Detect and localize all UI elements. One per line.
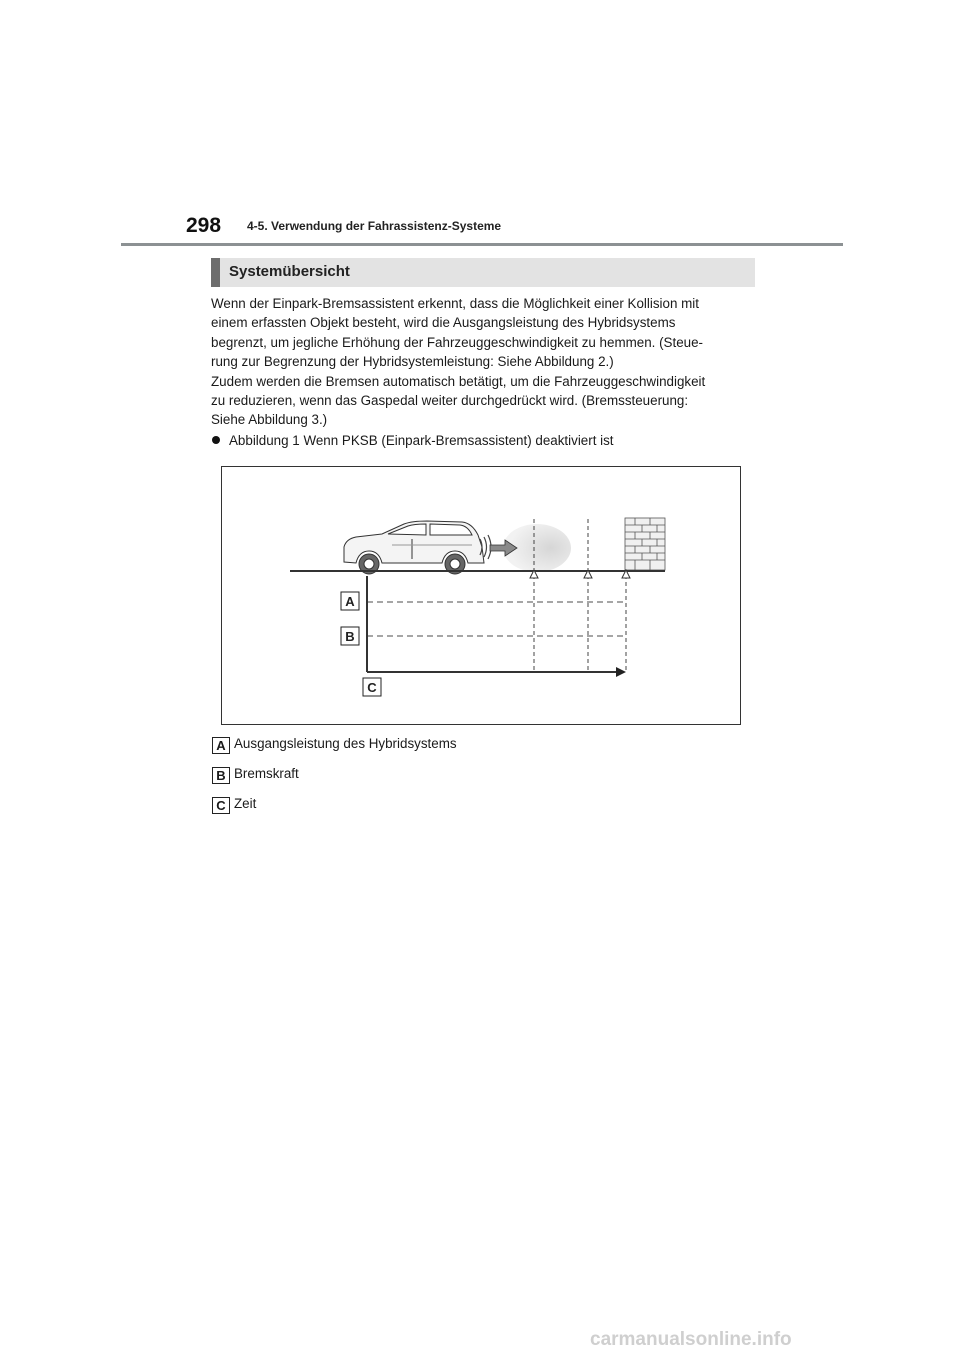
legend-item-c: [212, 796, 256, 814]
page-number: 298: [186, 214, 222, 237]
body-line: einem erfassten Objekt besteht, wird die Ausgangsleistung des Hybridsystems: [211, 315, 676, 331]
section-heading: [211, 258, 755, 287]
legend-item-b: [212, 766, 299, 784]
label-b: B: [345, 629, 355, 644]
body-line: Zudem werden die Bremsen automatisch betätigt, um die Fahrzeuggeschwindigkeit: [211, 373, 706, 389]
brick-wall-icon: [625, 518, 665, 570]
header-rule: [121, 243, 843, 246]
bullet-item: [212, 433, 614, 448]
watermark: carmanualsonline.info: [590, 1329, 792, 1350]
x-axis-arrow-icon: [616, 667, 626, 677]
section-heading-text: Systemübersicht: [229, 263, 350, 280]
figure-diagram: [222, 467, 740, 724]
figure-frame: [221, 466, 741, 725]
legend-item-a: [212, 736, 457, 754]
legend-text: Ausgangsleistung des Hybridsystems: [234, 736, 457, 751]
label-c: C: [367, 680, 377, 695]
body-line: zu reduzieren, wenn das Gaspedal weiter durchgedrückt wird. (Bremssteuerung:: [211, 393, 689, 409]
body-line: rung zur Begrenzung der Hybridsystemleistung: Siehe Abbildung 2.): [211, 354, 614, 370]
legend-text: Bremskraft: [234, 766, 299, 781]
legend-key: B: [212, 767, 230, 784]
legend-text: Zeit: [234, 796, 257, 811]
body-paragraph: [211, 294, 756, 430]
car-icon: [344, 521, 484, 574]
body-line: begrenzt, um jegliche Erhöhung der Fahrzeuggeschwindigkeit zu hemmen. (Steue-: [211, 334, 704, 350]
body-line: Wenn der Einpark-Bremsassistent erkennt, dass die Möglichkeit einer Kollision mit: [211, 296, 699, 311]
label-a: A: [345, 594, 355, 609]
chapter-title: 4-5. Verwendung der Fahrassistenz-Systeme: [247, 219, 502, 233]
bullet-text: Abbildung 1 Wenn PKSB (Einpark-Bremsassistent) deaktiviert ist: [229, 433, 614, 448]
body-line: Siehe Abbildung 3.): [211, 412, 328, 428]
legend-key: A: [212, 737, 230, 754]
bullet-icon: [212, 436, 220, 444]
legend-key: C: [212, 797, 230, 814]
